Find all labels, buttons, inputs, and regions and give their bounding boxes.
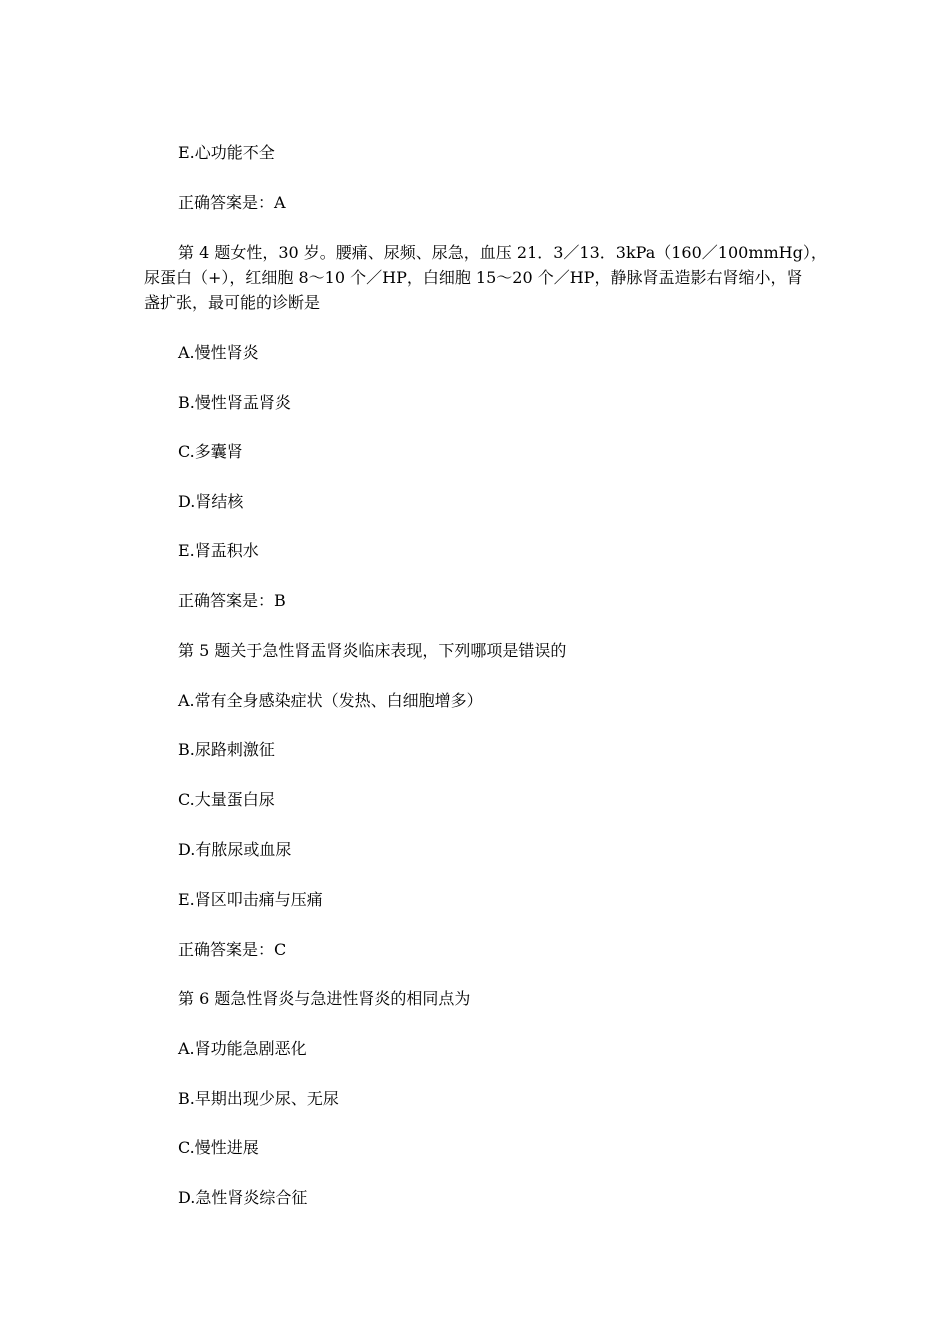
answer-q4: 正确答案是：B bbox=[178, 591, 286, 610]
answer-q3: 正确答案是：A bbox=[178, 193, 286, 212]
option-d-q4: D.肾结核 bbox=[178, 492, 244, 511]
option-e-q3: E.心功能不全 bbox=[178, 143, 275, 162]
option-e-q5: E.肾区叩击痛与压痛 bbox=[178, 890, 323, 909]
question-4-line-3: 盏扩张，最可能的诊断是 bbox=[144, 293, 321, 312]
option-a-q4: A.慢性肾炎 bbox=[178, 343, 259, 362]
option-b-q4: B.慢性肾盂肾炎 bbox=[178, 393, 291, 412]
question-4-line-2: 尿蛋白（+），红细胞 8～10 个／HP，白细胞 15～20 个／HP，静脉肾盂造影右肾缩小，肾 bbox=[144, 268, 803, 287]
option-c-q4: C.多囊肾 bbox=[178, 442, 243, 461]
option-c-q6: C.慢性进展 bbox=[178, 1138, 259, 1157]
option-a-q5: A.常有全身感染症状（发热、白细胞增多） bbox=[178, 691, 483, 710]
option-e-q4: E.肾盂积水 bbox=[178, 541, 259, 560]
answer-q5: 正确答案是：C bbox=[178, 940, 287, 959]
option-d-q6: D.急性肾炎综合征 bbox=[178, 1188, 308, 1207]
option-b-q6: B.早期出现少尿、无尿 bbox=[178, 1089, 339, 1108]
question-6: 第 6 题急性肾炎与急进性肾炎的相同点为 bbox=[178, 989, 471, 1008]
option-a-q6: A.肾功能急剧恶化 bbox=[178, 1039, 307, 1058]
option-d-q5: D.有脓尿或血尿 bbox=[178, 840, 292, 859]
question-4-line-1: 第 4 题女性，30 岁。腰痛、尿频、尿急，血压 21．3／13．3kPa（160／100mmHg）， bbox=[178, 243, 827, 262]
question-5: 第 5 题关于急性肾盂肾炎临床表现，下列哪项是错误的 bbox=[178, 641, 567, 660]
option-c-q5: C.大量蛋白尿 bbox=[178, 790, 275, 809]
option-b-q5: B.尿路刺激征 bbox=[178, 740, 275, 759]
